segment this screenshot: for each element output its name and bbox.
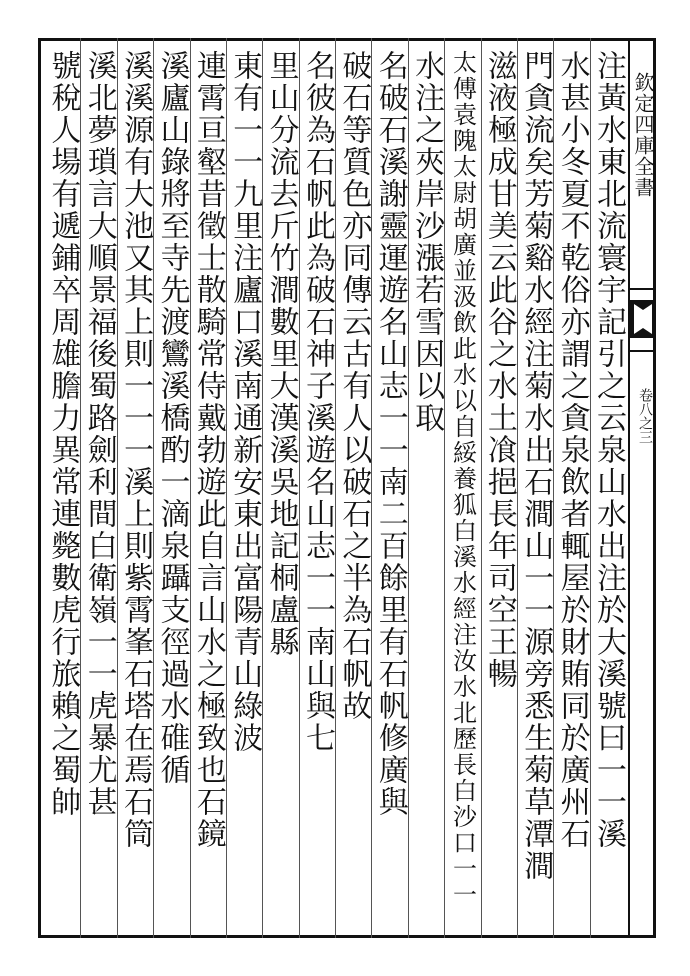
text-column: 太傅袁隗太尉胡廣並汲飲此水以自綏養狐白溪水經注汝水北歷長白沙口一一 xyxy=(448,50,477,908)
column-rule xyxy=(444,38,445,938)
text-column: 水注之夾岸沙漲若雪因以取 xyxy=(409,50,445,434)
column-rule xyxy=(517,38,518,938)
text-column: 溪廬山錄將至寺先渡鸞溪橋酌一滴泉躡支徑過水碓循 xyxy=(154,50,190,786)
margin-divider-top xyxy=(628,288,656,290)
text-column: 連霄亘壑昔徵士散騎常侍戴勃遊此自言山水之極致也石鏡 xyxy=(190,50,226,850)
text-column: 溪北夢瑣言大順景福後蜀路劍利間白衛嶺一一虎暴尤甚 xyxy=(81,50,117,818)
column-rule xyxy=(299,38,300,938)
text-column: 溪溪源有大池又其上則一一一溪上則紫霄峯石塔在焉石筒 xyxy=(118,50,154,850)
margin-divider-bottom xyxy=(628,350,656,352)
text-column: 門貪流矣芳菊谿水經注菊水出石澗山一一源旁悉生菊草潭澗 xyxy=(518,50,554,882)
column-rule xyxy=(335,38,336,938)
volume-label: 卷八之三 xyxy=(637,388,653,444)
column-rule xyxy=(80,38,81,938)
text-column: 水甚小冬夏不乾俗亦謂之貪泉飲者輒屋於財賄同於廣州石 xyxy=(554,50,590,850)
text-column: 東有一一九里注廬口溪南通新安東出富陽青山綠波 xyxy=(227,50,263,754)
text-column: 名彼為石帆此為破石神子溪遊名山志一一南山與七 xyxy=(300,50,335,754)
column-rule xyxy=(590,38,591,938)
text-column: 號稅人場有遞鋪卒周雄膽力異常連斃數虎行旅賴之蜀帥 xyxy=(45,50,81,818)
book-title: 欽定四庫全書 xyxy=(631,72,655,198)
column-rule xyxy=(481,38,482,938)
column-rule xyxy=(262,38,263,938)
text-column: 里山分流去斤竹澗數里大漢溪吳地記桐盧縣 xyxy=(263,50,299,658)
text-column: 名破石溪謝靈運遊名山志一一南二百餘里有石帆修廣與 xyxy=(372,50,408,818)
text-column: 滋液極成甘美云此谷之水土飡挹長年司空王暢 xyxy=(481,50,517,690)
column-rule xyxy=(371,38,372,938)
column-rule xyxy=(553,38,554,938)
fish-tail-mark-icon xyxy=(630,300,656,338)
text-column: 注黃水東北流寰宇記引之云泉山水出注於大溪號曰一一溪 xyxy=(591,50,626,850)
text-column: 破石等質色亦同傳云古有人以破石之半為石帆故 xyxy=(336,50,372,722)
column-rule xyxy=(226,38,227,938)
column-rule xyxy=(190,38,191,938)
column-rule xyxy=(117,38,118,938)
column-rule xyxy=(408,38,409,938)
column-rule xyxy=(153,38,154,938)
